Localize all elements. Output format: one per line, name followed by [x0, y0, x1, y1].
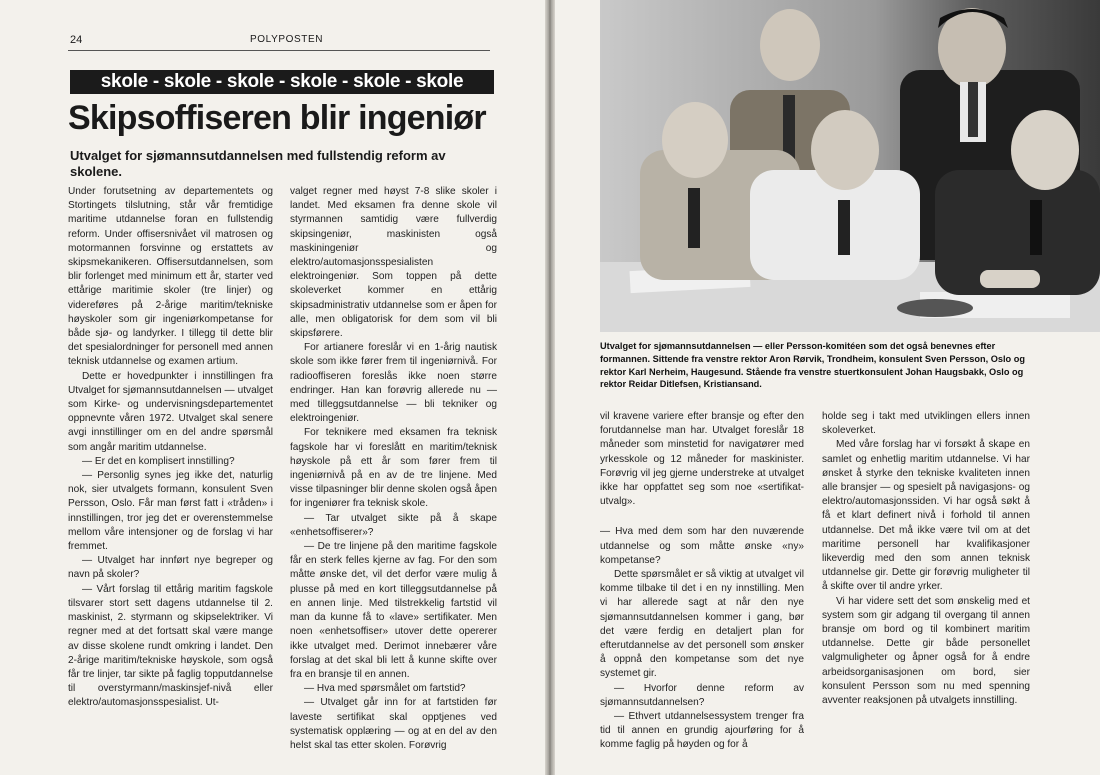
paragraph: For teknikere med eksamen fra teknisk fagskole har vi foreslått en maritim/teknisk høyskole på ett år som fører frem til ingeniørnivå på en av de tre linjene. Med visse tilpasninger blir denne skolen også åpen for ingeniører fra teknisk skole.: [290, 427, 497, 510]
paragraph: Dette er hovedpunkter i innstillingen fra Utvalget for sjømannsutdannelsen — utvalget som Kirke- og undervisningsdepartementet oppnevnte våren 1972. Utvalget skal senere avgi innstillinger om en del andre spørsmål som angår maritim utdannelse.: [68, 370, 273, 453]
header-rule: [68, 50, 490, 51]
paragraph: For artianere foreslår vi en 1-årig nautisk skole som ikke fører frem til ingeniørnivå. For radiooffiseren foreslås ikke noen større endringer. Han kan forøvrig allerede nu — med tilleggsutdannelse — bli tekniker og elektroingeniør.: [290, 342, 497, 425]
right-column-1: [600, 410, 804, 753]
paragraph: — Utvalget går inn for at fartstiden før laveste sertifikat skal opptjenes ved systematisk opplæring — og at en del av den helst skal tas etter skolen. Forøvrig: [290, 697, 497, 751]
spine-gutter: [545, 0, 555, 775]
group-photo: [600, 0, 1100, 332]
running-head: POLYPOSTEN: [250, 34, 324, 45]
paragraph: vil kravene variere efter bransje og efter den forutdannelse man har. Utvalget foreslår 18 måneder som minstetid for navigatører med yrkesskole og 12 måneder for maskinister. Forøvrig vil jeg gjerne understreke at utvalget ikke har oppfattet seg som noe «sertifikat-utvalg».: [600, 411, 804, 508]
paragraph: — Utvalget har innført nye begreper og navn på skoler?: [68, 555, 273, 581]
paragraph-gap: [600, 509, 804, 525]
left-page: [0, 0, 545, 775]
paragraph: — Hva med spørsmålet om fartstid?: [304, 683, 466, 695]
left-column-2: [290, 185, 497, 753]
paragraph: Dette spørsmålet er så viktig at utvalget vil komme tilbake til det i en ny innstilling. Men vi har allerede sagt at når den nye sjømannsutdannelsen kommer i gang, bør det være ferdig en detaljert plan for efterutdannelse av det personell som ønsker å oppnå den kompetanse som det nye systemet gir.: [600, 569, 804, 680]
paragraph: — Ethvert utdannelsessystem trenger fra tid til annen en grundig ajourføring for å komme faglig på høyden og for å: [600, 711, 804, 751]
paragraph: — De tre linjene på den maritime fagskole får en sterk felles kjerne av fag. For den som måtte ønske det, vil det derfor være mulig å plusse på med en kort tilleggsutdannelse på en annen linje. Med tilstrekkelig fartstid vil man da kunne få to «lave» sertifikater. Men noen «enhetsoffiser» utover dette opererer ikke utvalget med. Derimot innebærer våre forslag at det skal bli lett å kunne skifte over fra en bransje til en annen.: [290, 541, 497, 680]
paragraph: Vi har videre sett det som ønskelig med et system som gir adgang til overgang til annen bransje om bord og til kombinert maritim utdannelse. Dette gir både personellet valgmuligheter og åpner også for å endre arbeidsorganisasjonen om bord, sier konsulent Persson som nu med spenning avventer reaksjonen på utvalgets innstilling.: [822, 595, 1030, 707]
paragraph: — Hvorfor denne reform av sjømannsutdannelsen?: [600, 682, 804, 708]
paragraph: valget regner med høyst 7-8 slike skoler i landet. Med eksamen fra denne skole vil styrmannen samtidig være fullverdig skipsingeniør, maskinisten også maskiningeniør og elektro/automasjonsspesialisten elektroingeniør. Som toppen på dette skoleverket kommer en ettårig skipsadministrativ utdannelse som er åpen for alle, men obligatorisk for dem som vil bli skipsførere.: [290, 186, 497, 340]
paragraph: — Er det en komplisert innstilling?: [82, 455, 235, 467]
article-deck: Utvalget for sjømannsutdannelsen med fullstendig reform av skolene.: [70, 148, 446, 179]
paragraph: — Vårt forslag til ettårig maritim fagskole tilsvarer stort sett dagens utdannelse til 2. maskinist, 2. styrmann og skipselektriker. Vi regner med at det fortsatt skal være mange av disse skolene rundt omkring i landet. Den 2-årige maritim/tekniske høyskole, som også får tre linjer, tar sikte på faglig topputdannelse til overstyrmann/maskinsjef-nivå eller elektro/automasjonsspesialist. Ut-: [68, 583, 273, 709]
paragraph: — Tar utvalget sikte på å skape «enhetsoffiserer»?: [290, 512, 497, 538]
photo-caption: Utvalget for sjømannsutdannelsen — eller Persson-komitéen som det også benevnes efter formannen. Sittende fra venstre rektor Aron Rørvik, Trondheim, konsulent Sven Persson, Oslo og rektor Karl Nerheim, Haugesund. Stående fra venstre stuertkonsulent Johan Haugsbakk, Oslo og rektor Reidar Ditlefsen, Kristiansand.: [600, 341, 1025, 390]
photo-illustration: [600, 0, 1100, 332]
left-column-1: [68, 185, 273, 711]
right-column-2: [822, 410, 1030, 708]
paragraph: Med våre forslag har vi forsøkt å skape en samlet og enhetlig maritim utdannelse. Vi har ønsket å styrke den tekniske kvaliteten innen alle bransjer — og spesielt på navigasjons- og elektro/automasjonssiden. Vi har også søkt å få et klart definert nivå i forhold til annen utdannelse. Det må ikke være tvil om at det maritime personell har kvalifikasjoner likeverdig med den som annen teknisk utdannelse gir. Dette gir forøvrig muligheter til å skifte over til andre yrker.: [822, 439, 1030, 593]
paragraph: Under forutsetning av departementets og Stortingets tilslutning, står vår fremtidige maritime utdannelse foran en fullstendig reform. Under offisersnivået vil matrosen og motormannen forsvinne og erstattets av skipsmekanikeren. Offisersutdannelsen, som blir forlenget med minimum ett år, starter ved ettårige maritimie skoler (tre linjer) og videreføres på 2-årige maritim/tekniske høyskoler som gir ingeniørkompetanse for både sjø- og landyrker. I tillegg til dette blir det spesialordninger for personell med annen teknisk utdannelse og examen artium.: [68, 186, 273, 368]
section-banner: skole - skole - skole - skole - skole - skole: [70, 70, 494, 94]
article-headline: Skipsoffiseren blir ingeniør: [68, 99, 486, 137]
paragraph: holde seg i takt med utviklingen ellers innen skoleverket.: [822, 411, 1030, 437]
page-number: 24: [70, 34, 83, 46]
paragraph: — Personlig synes jeg ikke det, naturlig nok, sier utvalgets formann, konsulent Sven Persson, Oslo. Får man først fatt i «tråden» i innstillingen, tror jeg det er overenstemmelse mellom våre intensjoner og de forslag vi har fremmet.: [68, 470, 273, 553]
paragraph: — Hva med dem som har den nuværende utdannelse og som måtte ønske «ny» kompetanse?: [600, 526, 804, 566]
